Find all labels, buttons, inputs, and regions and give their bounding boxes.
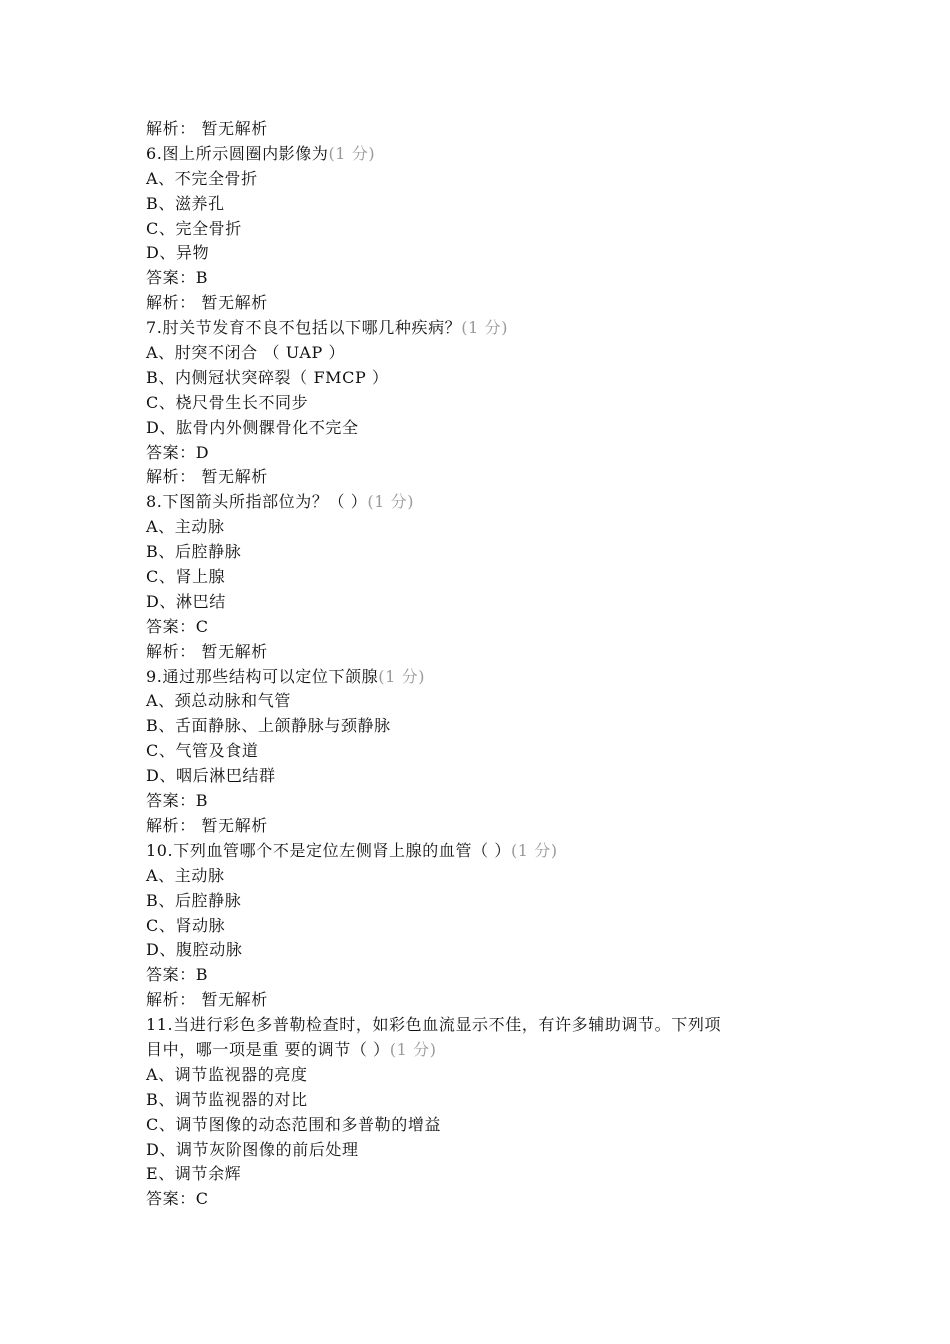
answer-option <box>146 366 826 391</box>
line-text: C、肾动脉 <box>146 915 226 935</box>
answer-option <box>146 391 826 416</box>
line-text: 7.肘关节发育不良不包括以下哪几种疾病？ <box>146 318 462 338</box>
score-label: (1 分) <box>367 492 415 512</box>
line-text: D、肱骨内外侧髁骨化不完全 <box>146 417 359 437</box>
line-text: A、不完全骨折 <box>146 168 258 188</box>
line-text: C、气管及食道 <box>146 741 259 761</box>
answer-option <box>146 590 826 615</box>
line-text: 答案：B <box>146 791 209 811</box>
line-text: D、异物 <box>146 243 210 263</box>
answer-line <box>146 1187 826 1212</box>
answer-option <box>146 938 826 963</box>
line-text: A、颈总动脉和气管 <box>146 691 291 711</box>
answer-option <box>146 565 826 590</box>
answer-option <box>146 1162 826 1187</box>
line-text: 答案：C <box>146 616 209 636</box>
line-text: 目中，哪一项是重 要的调节（ ） <box>146 1039 390 1059</box>
answer-option <box>146 241 826 266</box>
answer-option <box>146 341 826 366</box>
line-text: 答案：B <box>146 268 209 288</box>
answer-option <box>146 889 826 914</box>
line-text: 答案：B <box>146 965 209 985</box>
line-text: 解析： 暂无解析 <box>146 293 268 313</box>
score-label: (1 分) <box>328 143 376 163</box>
question-text <box>146 490 826 515</box>
answer-option <box>146 914 826 939</box>
answer-line <box>146 963 826 988</box>
line-text: B、后腔静脉 <box>146 542 242 562</box>
question-text <box>146 665 826 690</box>
line-text: 10.下列血管哪个不是定位左侧肾上腺的血管（ ） <box>146 840 511 860</box>
line-text: 6.图上所示圆圈内影像为 <box>146 143 329 163</box>
score-label: (1 分) <box>461 318 509 338</box>
line-text: C、桡尺骨生长不同步 <box>146 392 309 412</box>
answer-line <box>146 789 826 814</box>
answer-option <box>146 864 826 889</box>
line-text: A、调节监视器的亮度 <box>146 1064 308 1084</box>
line-text: 解析： 暂无解析 <box>146 990 268 1010</box>
question-text <box>146 1013 826 1038</box>
analysis-line <box>146 988 826 1013</box>
analysis-line <box>146 117 826 142</box>
answer-option <box>146 739 826 764</box>
answer-option <box>146 689 826 714</box>
score-label: (1 分) <box>389 1039 437 1059</box>
answer-option <box>146 764 826 789</box>
line-text: 解析： 暂无解析 <box>146 467 268 487</box>
question-text <box>146 316 826 341</box>
answer-option <box>146 217 826 242</box>
question-text <box>146 142 826 167</box>
answer-line <box>146 441 826 466</box>
answer-option <box>146 1138 826 1163</box>
line-text: 答案：C <box>146 1189 209 1209</box>
score-label: (1 分) <box>510 840 558 860</box>
line-text: D、调节灰阶图像的前后处理 <box>146 1139 359 1159</box>
answer-option <box>146 192 826 217</box>
exam-document <box>146 117 826 1212</box>
line-text: B、滋养孔 <box>146 193 225 213</box>
line-text: C、完全骨折 <box>146 218 242 238</box>
line-text: 11.当进行彩色多普勒检查时，如彩色血流显示不佳，有许多辅助调节。下列项 <box>146 1015 722 1035</box>
answer-option <box>146 540 826 565</box>
answer-option <box>146 714 826 739</box>
score-label: (1 分) <box>378 666 426 686</box>
line-text: 解析： 暂无解析 <box>146 815 268 835</box>
line-text: 8.下图箭头所指部位为？（ ） <box>146 492 368 512</box>
line-text: B、舌面静脉、上颌静脉与颈静脉 <box>146 716 391 736</box>
line-text: A、肘突不闭合 （ UAP ） <box>146 343 346 363</box>
answer-option <box>146 167 826 192</box>
line-text: 解析： 暂无解析 <box>146 119 268 138</box>
line-text: A、主动脉 <box>146 865 225 885</box>
line-text: 9.通过那些结构可以定位下颌腺 <box>146 666 379 686</box>
answer-option <box>146 1063 826 1088</box>
line-text: C、肾上腺 <box>146 567 226 587</box>
answer-option <box>146 1088 826 1113</box>
analysis-line <box>146 465 826 490</box>
line-text: E、调节余辉 <box>146 1164 242 1184</box>
answer-option <box>146 515 826 540</box>
analysis-line <box>146 291 826 316</box>
line-text: D、腹腔动脉 <box>146 940 243 960</box>
line-text: C、调节图像的动态范围和多普勒的增益 <box>146 1114 442 1134</box>
question-text-continued <box>146 1038 826 1063</box>
line-text: 解析： 暂无解析 <box>146 641 268 661</box>
analysis-line <box>146 814 826 839</box>
line-text: B、后腔静脉 <box>146 890 242 910</box>
analysis-line <box>146 640 826 665</box>
answer-option <box>146 416 826 441</box>
answer-option <box>146 1113 826 1138</box>
answer-line <box>146 266 826 291</box>
line-text: B、调节监视器的对比 <box>146 1089 308 1109</box>
line-text: D、淋巴结 <box>146 591 226 611</box>
line-text: B、内侧冠状突碎裂（ FMCP ） <box>146 367 389 387</box>
answer-line <box>146 615 826 640</box>
line-text: D、咽后淋巴结群 <box>146 766 276 786</box>
line-text: A、主动脉 <box>146 517 225 537</box>
question-text <box>146 839 826 864</box>
line-text: 答案：D <box>146 442 210 462</box>
